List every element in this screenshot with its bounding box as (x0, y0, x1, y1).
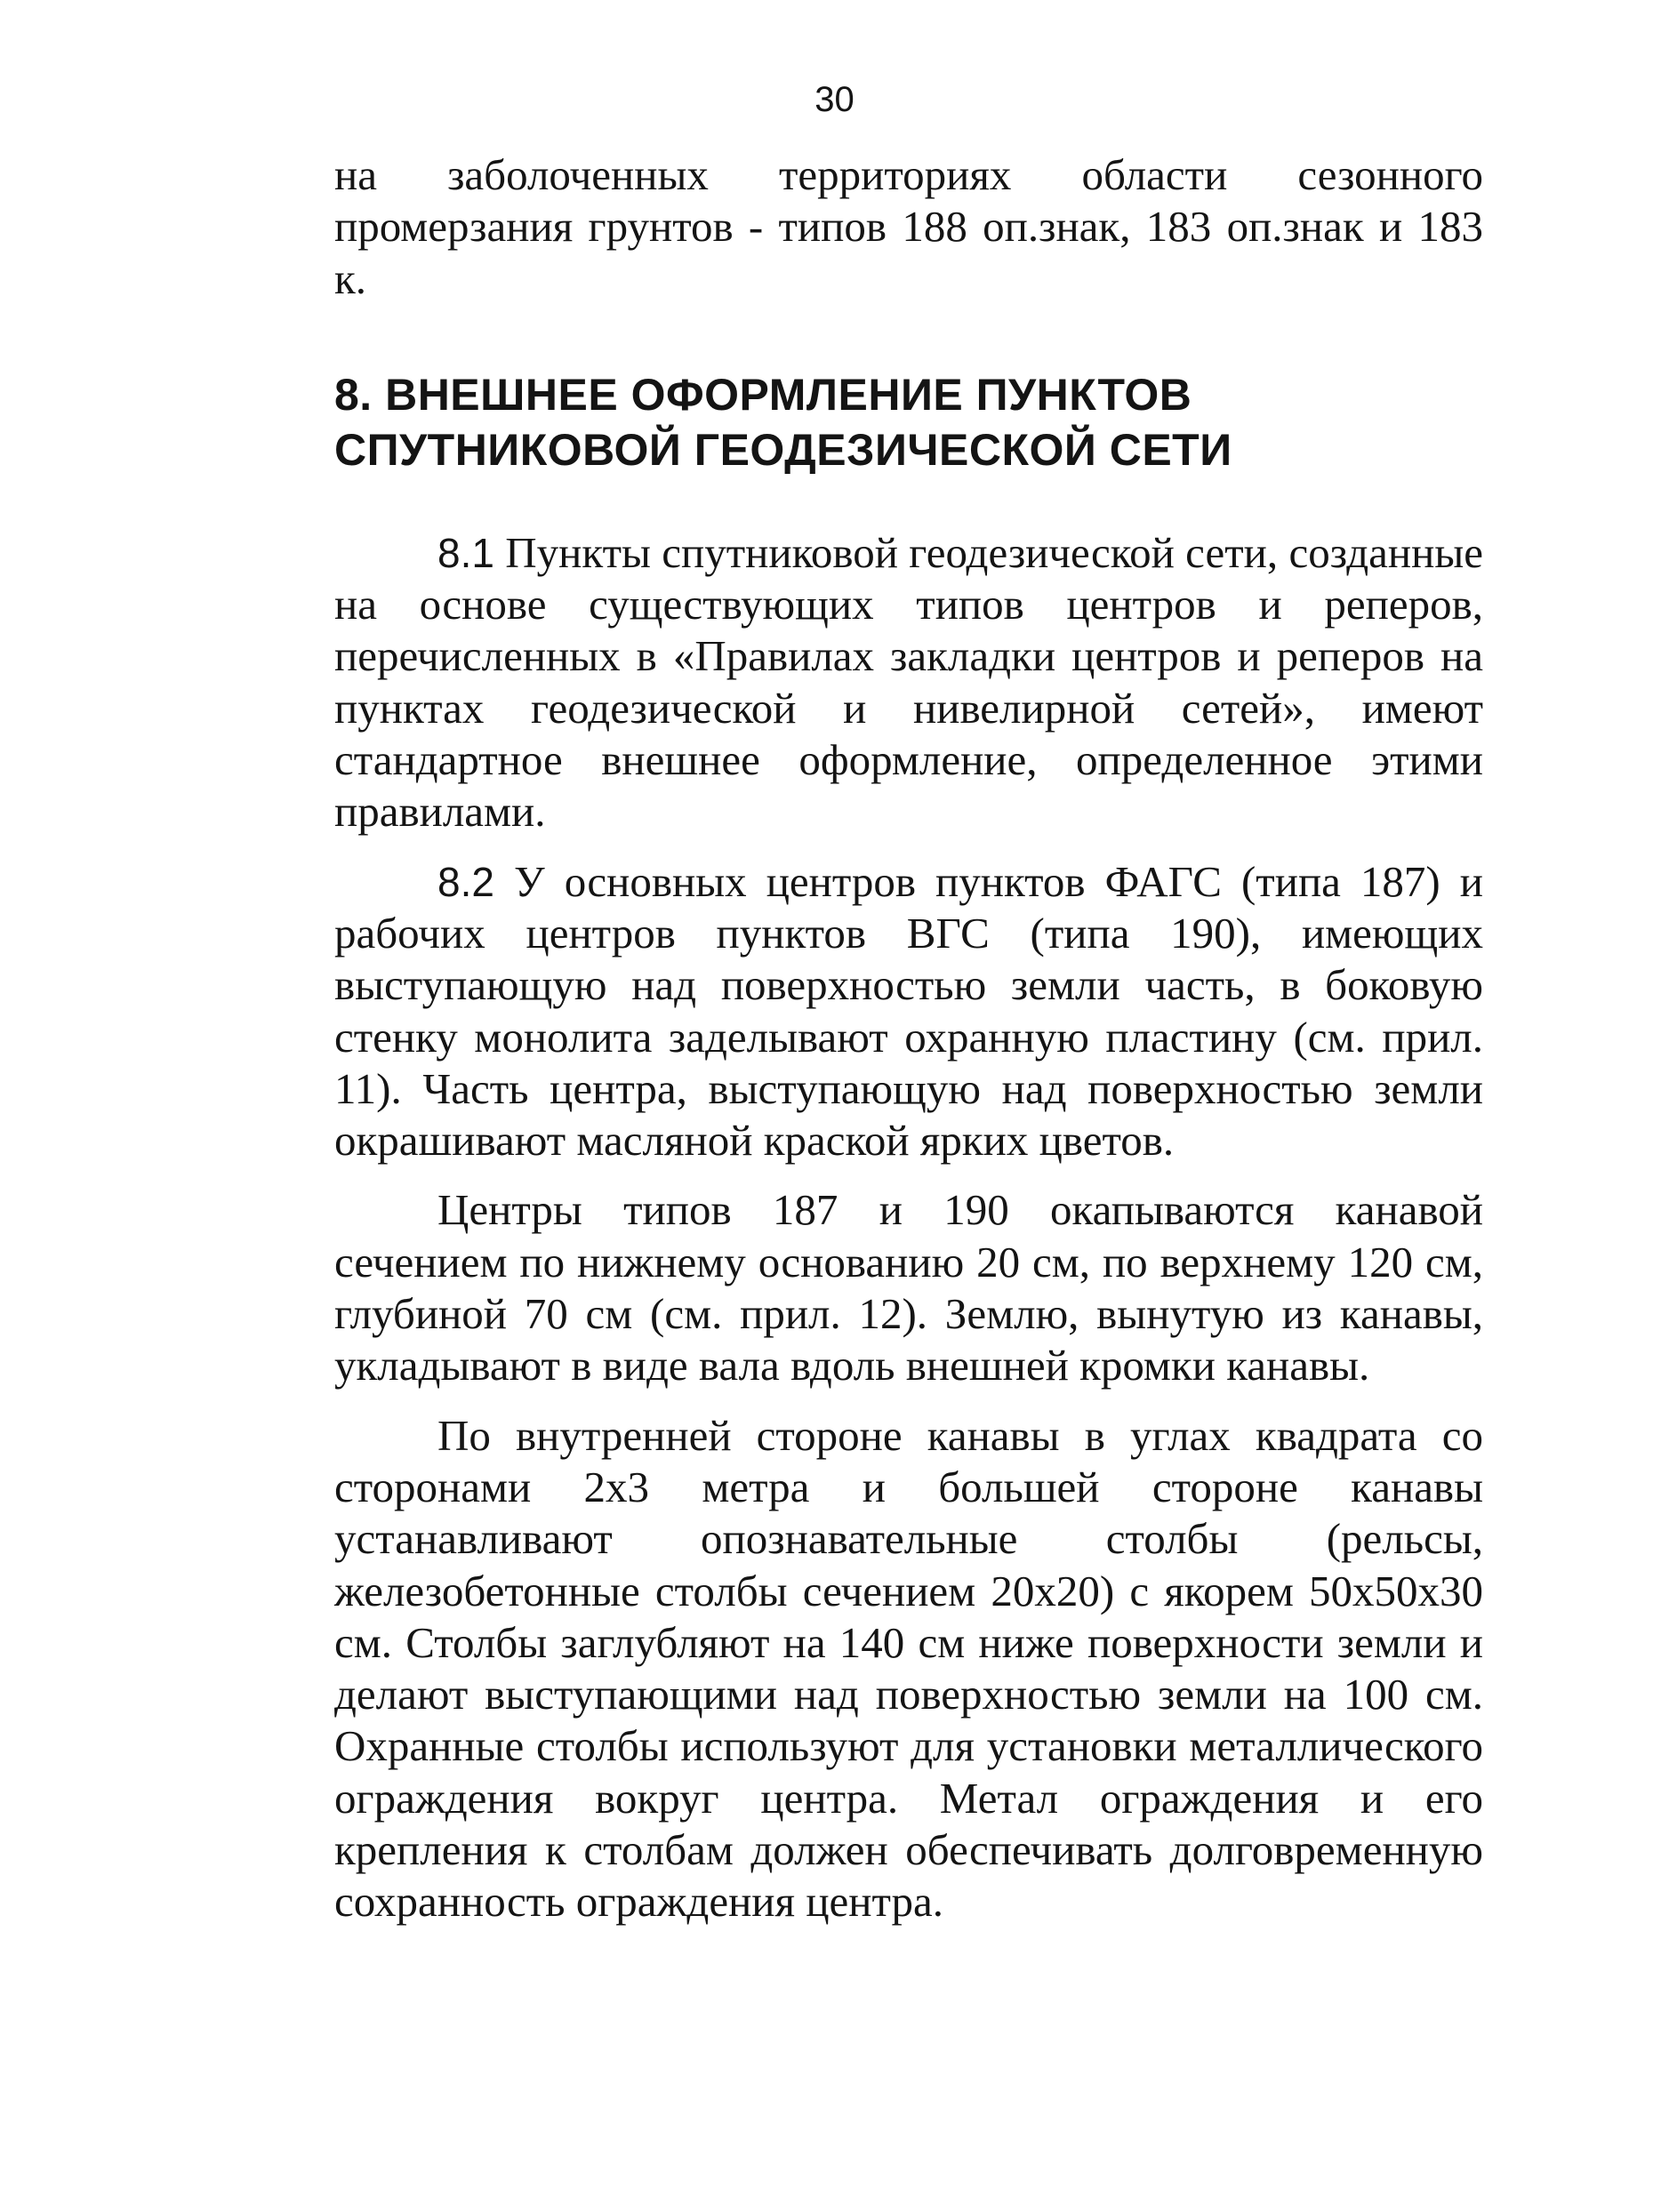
clause-number-8-2: 8.2 (437, 858, 494, 905)
paragraph-8-1-text: Пункты спутниковой геодезической сети, созданные на основе существующих типов центров и реперов, перечисленных в «Правилах закладки центров и реперов на пунктах геодезической и нивелирной сетей», имеют стандартное внешнее оформление, определенное этими правилами. (334, 527, 1483, 837)
section-heading (334, 367, 1483, 477)
paragraph-8-1 (334, 527, 1483, 838)
paragraph-8-2 (334, 856, 1483, 1167)
clause-number-8-1: 8.1 (437, 529, 494, 576)
section-heading-line-2: СПУТНИКОВОЙ ГЕОДЕЗИЧЕСКОЙ СЕТИ (334, 424, 1232, 475)
page-number: 30 (814, 80, 855, 119)
paragraph-posts: По внутренней стороне канавы в углах квадрата со сторонами 2х3 метра и большей стороне канавы устанавливают опознавательные столбы (рельсы, железобетонные столбы сечением 20х20) с якорем 50х50х30 см. Столбы заглубляют на 140 см ниже поверхности земли и делают выступающими над поверхностью земли на 100 см. Охранные столбы используют для установки металлического ограждения вокруг центра. Метал ограждения и его крепления к столбам должен обеспечивать долговременную сохранность ограждения центра. (334, 1410, 1483, 1927)
paragraph-8-2-text: У основных центров пунктов ФАГС (типа 187) и рабочих центров пунктов ВГС (типа 190), имеющих выступающую над поверхностью земли часть, в боковую стенку монолита заделывают охранную пластину (см. прил. 11). Часть центра, выступающую над поверхностью земли окрашивают масляной краской ярких цветов. (334, 856, 1483, 1166)
document-body (334, 149, 1483, 1928)
intro-paragraph: на заболоченных территориях области сезонного промерзания грунтов - типов 188 оп.знак, 183 оп.знак и 183 к. (334, 150, 1483, 303)
section-heading-line-1: 8. ВНЕШНЕЕ ОФОРМЛЕНИЕ ПУНКТОВ (334, 369, 1192, 420)
paragraph-ditch: Центры типов 187 и 190 окапываются канавой сечением по нижнему основанию 20 см, по верхнему 120 см, глубиной 70 см (см. прил. 12). Землю, вынутую из канавы, укладывают в виде вала вдоль внешней кромки канавы. (334, 1185, 1483, 1391)
